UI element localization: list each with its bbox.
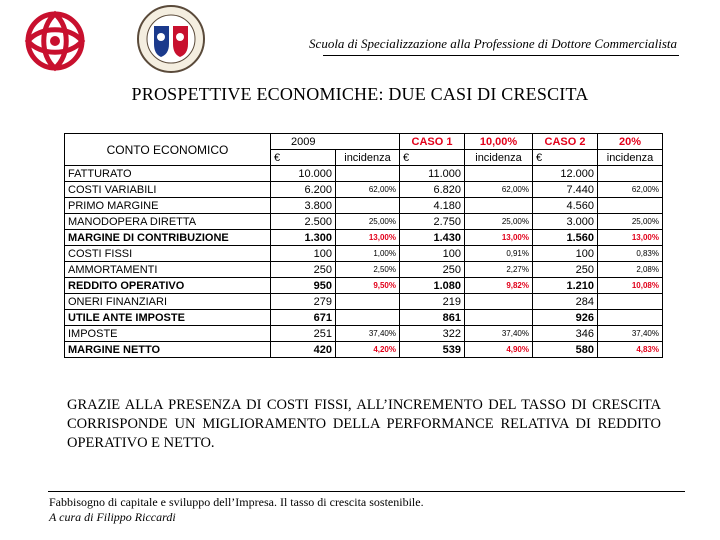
value-cell: 100 [271, 246, 336, 262]
incidence-cell: 0,83% [598, 246, 663, 262]
value-cell: 671 [271, 310, 336, 326]
value-cell: 7.440 [533, 182, 598, 198]
incidence-cell [336, 166, 400, 182]
incidence-cell [336, 198, 400, 214]
column-subheader: incidenza [465, 150, 533, 166]
table-row [65, 214, 663, 230]
table-row [65, 262, 663, 278]
value-cell: 2.750 [400, 214, 465, 230]
value-cell: 12.000 [533, 166, 598, 182]
incidence-cell: 4,90% [465, 342, 533, 358]
incidence-cell: 62,00% [465, 182, 533, 198]
value-cell: 926 [533, 310, 598, 326]
group-rate: 10,00% [465, 134, 533, 150]
value-cell: 580 [533, 342, 598, 358]
table-row [65, 198, 663, 214]
value-cell: 3.000 [533, 214, 598, 230]
incidence-cell: 37,40% [598, 326, 663, 342]
value-cell: 1.080 [400, 278, 465, 294]
commercialisti-logo [22, 6, 88, 76]
incidence-cell: 9,82% [465, 278, 533, 294]
incidence-cell [465, 310, 533, 326]
column-subheader: € [400, 150, 465, 166]
footer-divider [48, 491, 685, 492]
value-cell: 284 [533, 294, 598, 310]
incidence-cell: 37,40% [465, 326, 533, 342]
conclusion-note: GRAZIE ALLA PRESENZA DI COSTI FISSI, ALL’INCREMENTO DEL TASSO DI CRESCITA CORRISPONDE UN MIGLIORAMENTO DELLA PERFORMANCE RELATIVA DI REDDITO OPERATIVO E NETTO. [67, 397, 661, 451]
incidence-cell: 10,08% [598, 278, 663, 294]
incidence-cell: 2,08% [598, 262, 663, 278]
value-cell: 3.800 [271, 198, 336, 214]
column-subheader: € [271, 150, 336, 166]
incidence-cell: 4,83% [598, 342, 663, 358]
column-subheader: incidenza [598, 150, 663, 166]
value-cell: 219 [400, 294, 465, 310]
university-seal [132, 4, 210, 74]
value-cell: 861 [400, 310, 465, 326]
column-subheader: incidenza [336, 150, 400, 166]
value-cell: 6.820 [400, 182, 465, 198]
incidence-cell [465, 294, 533, 310]
incidence-cell: 62,00% [598, 182, 663, 198]
incidence-cell [598, 198, 663, 214]
row-label: ONERI FINANZIARI [65, 294, 271, 310]
table-row [65, 294, 663, 310]
row-label: COSTI FISSI [65, 246, 271, 262]
incidence-cell: 25,00% [465, 214, 533, 230]
incidence-cell [336, 294, 400, 310]
table-row [65, 230, 663, 246]
value-cell: 279 [271, 294, 336, 310]
incidence-cell [598, 294, 663, 310]
footer-subject: Fabbisogno di capitale e sviluppo dell’Impresa. Il tasso di crescita sostenibile. [49, 495, 424, 509]
row-label: REDDITO OPERATIVO [65, 278, 271, 294]
incidence-cell: 1,00% [336, 246, 400, 262]
table-header-row [65, 134, 663, 150]
table-row [65, 182, 663, 198]
incidence-cell: 4,20% [336, 342, 400, 358]
school-name: Scuola di Specializzazione alla Professione di Dottore Commercialista [309, 36, 677, 51]
incidence-cell: 25,00% [336, 214, 400, 230]
incidence-cell [336, 310, 400, 326]
header-divider [323, 55, 679, 56]
table-row [65, 166, 663, 182]
incidence-cell: 0,91% [465, 246, 533, 262]
table-row [65, 310, 663, 326]
value-cell: 250 [400, 262, 465, 278]
value-cell: 322 [400, 326, 465, 342]
incidence-cell [598, 310, 663, 326]
incidence-cell [465, 166, 533, 182]
value-cell: 1.210 [533, 278, 598, 294]
value-cell: 4.560 [533, 198, 598, 214]
row-label: MARGINE DI CONTRIBUZIONE [65, 230, 271, 246]
row-label: COSTI VARIABILI [65, 182, 271, 198]
group-rate [336, 134, 400, 150]
incidence-cell: 13,00% [336, 230, 400, 246]
row-label: AMMORTAMENTI [65, 262, 271, 278]
row-label: FATTURATO [65, 166, 271, 182]
value-cell: 346 [533, 326, 598, 342]
value-cell: 4.180 [400, 198, 465, 214]
value-cell: 2.500 [271, 214, 336, 230]
group-header: 2009 [271, 134, 336, 150]
incidence-cell: 13,00% [465, 230, 533, 246]
value-cell: 1.430 [400, 230, 465, 246]
table-row [65, 342, 663, 358]
incidence-cell: 9,50% [336, 278, 400, 294]
incidence-cell [598, 166, 663, 182]
value-cell: 100 [533, 246, 598, 262]
incidence-cell: 37,40% [336, 326, 400, 342]
value-cell: 420 [271, 342, 336, 358]
incidence-cell [465, 198, 533, 214]
value-cell: 250 [533, 262, 598, 278]
incidence-cell: 2,50% [336, 262, 400, 278]
table-row [65, 278, 663, 294]
income-statement-table [64, 133, 662, 373]
group-header: CASO 2 [533, 134, 598, 150]
table-corner-label: CONTO ECONOMICO [65, 134, 271, 166]
table-row [65, 246, 663, 262]
incidence-cell: 13,00% [598, 230, 663, 246]
row-label: UTILE ANTE IMPOSTE [65, 310, 271, 326]
value-cell: 10.000 [271, 166, 336, 182]
incidence-cell: 2,27% [465, 262, 533, 278]
table-row [65, 326, 663, 342]
row-label: MANODOPERA DIRETTA [65, 214, 271, 230]
row-label: MARGINE NETTO [65, 342, 271, 358]
footer-author: A cura di Filippo Riccardi [49, 510, 176, 524]
value-cell: 6.200 [271, 182, 336, 198]
incidence-cell: 25,00% [598, 214, 663, 230]
value-cell: 1.300 [271, 230, 336, 246]
value-cell: 1.560 [533, 230, 598, 246]
value-cell: 539 [400, 342, 465, 358]
value-cell: 251 [271, 326, 336, 342]
column-subheader: € [533, 150, 598, 166]
row-label: IMPOSTE [65, 326, 271, 342]
group-header: CASO 1 [400, 134, 465, 150]
page-title: PROSPETTIVE ECONOMICHE: DUE CASI DI CRESCITA [131, 84, 589, 104]
value-cell: 950 [271, 278, 336, 294]
row-label: PRIMO MARGINE [65, 198, 271, 214]
group-rate: 20% [598, 134, 663, 150]
value-cell: 11.000 [400, 166, 465, 182]
value-cell: 250 [271, 262, 336, 278]
value-cell: 100 [400, 246, 465, 262]
incidence-cell: 62,00% [336, 182, 400, 198]
